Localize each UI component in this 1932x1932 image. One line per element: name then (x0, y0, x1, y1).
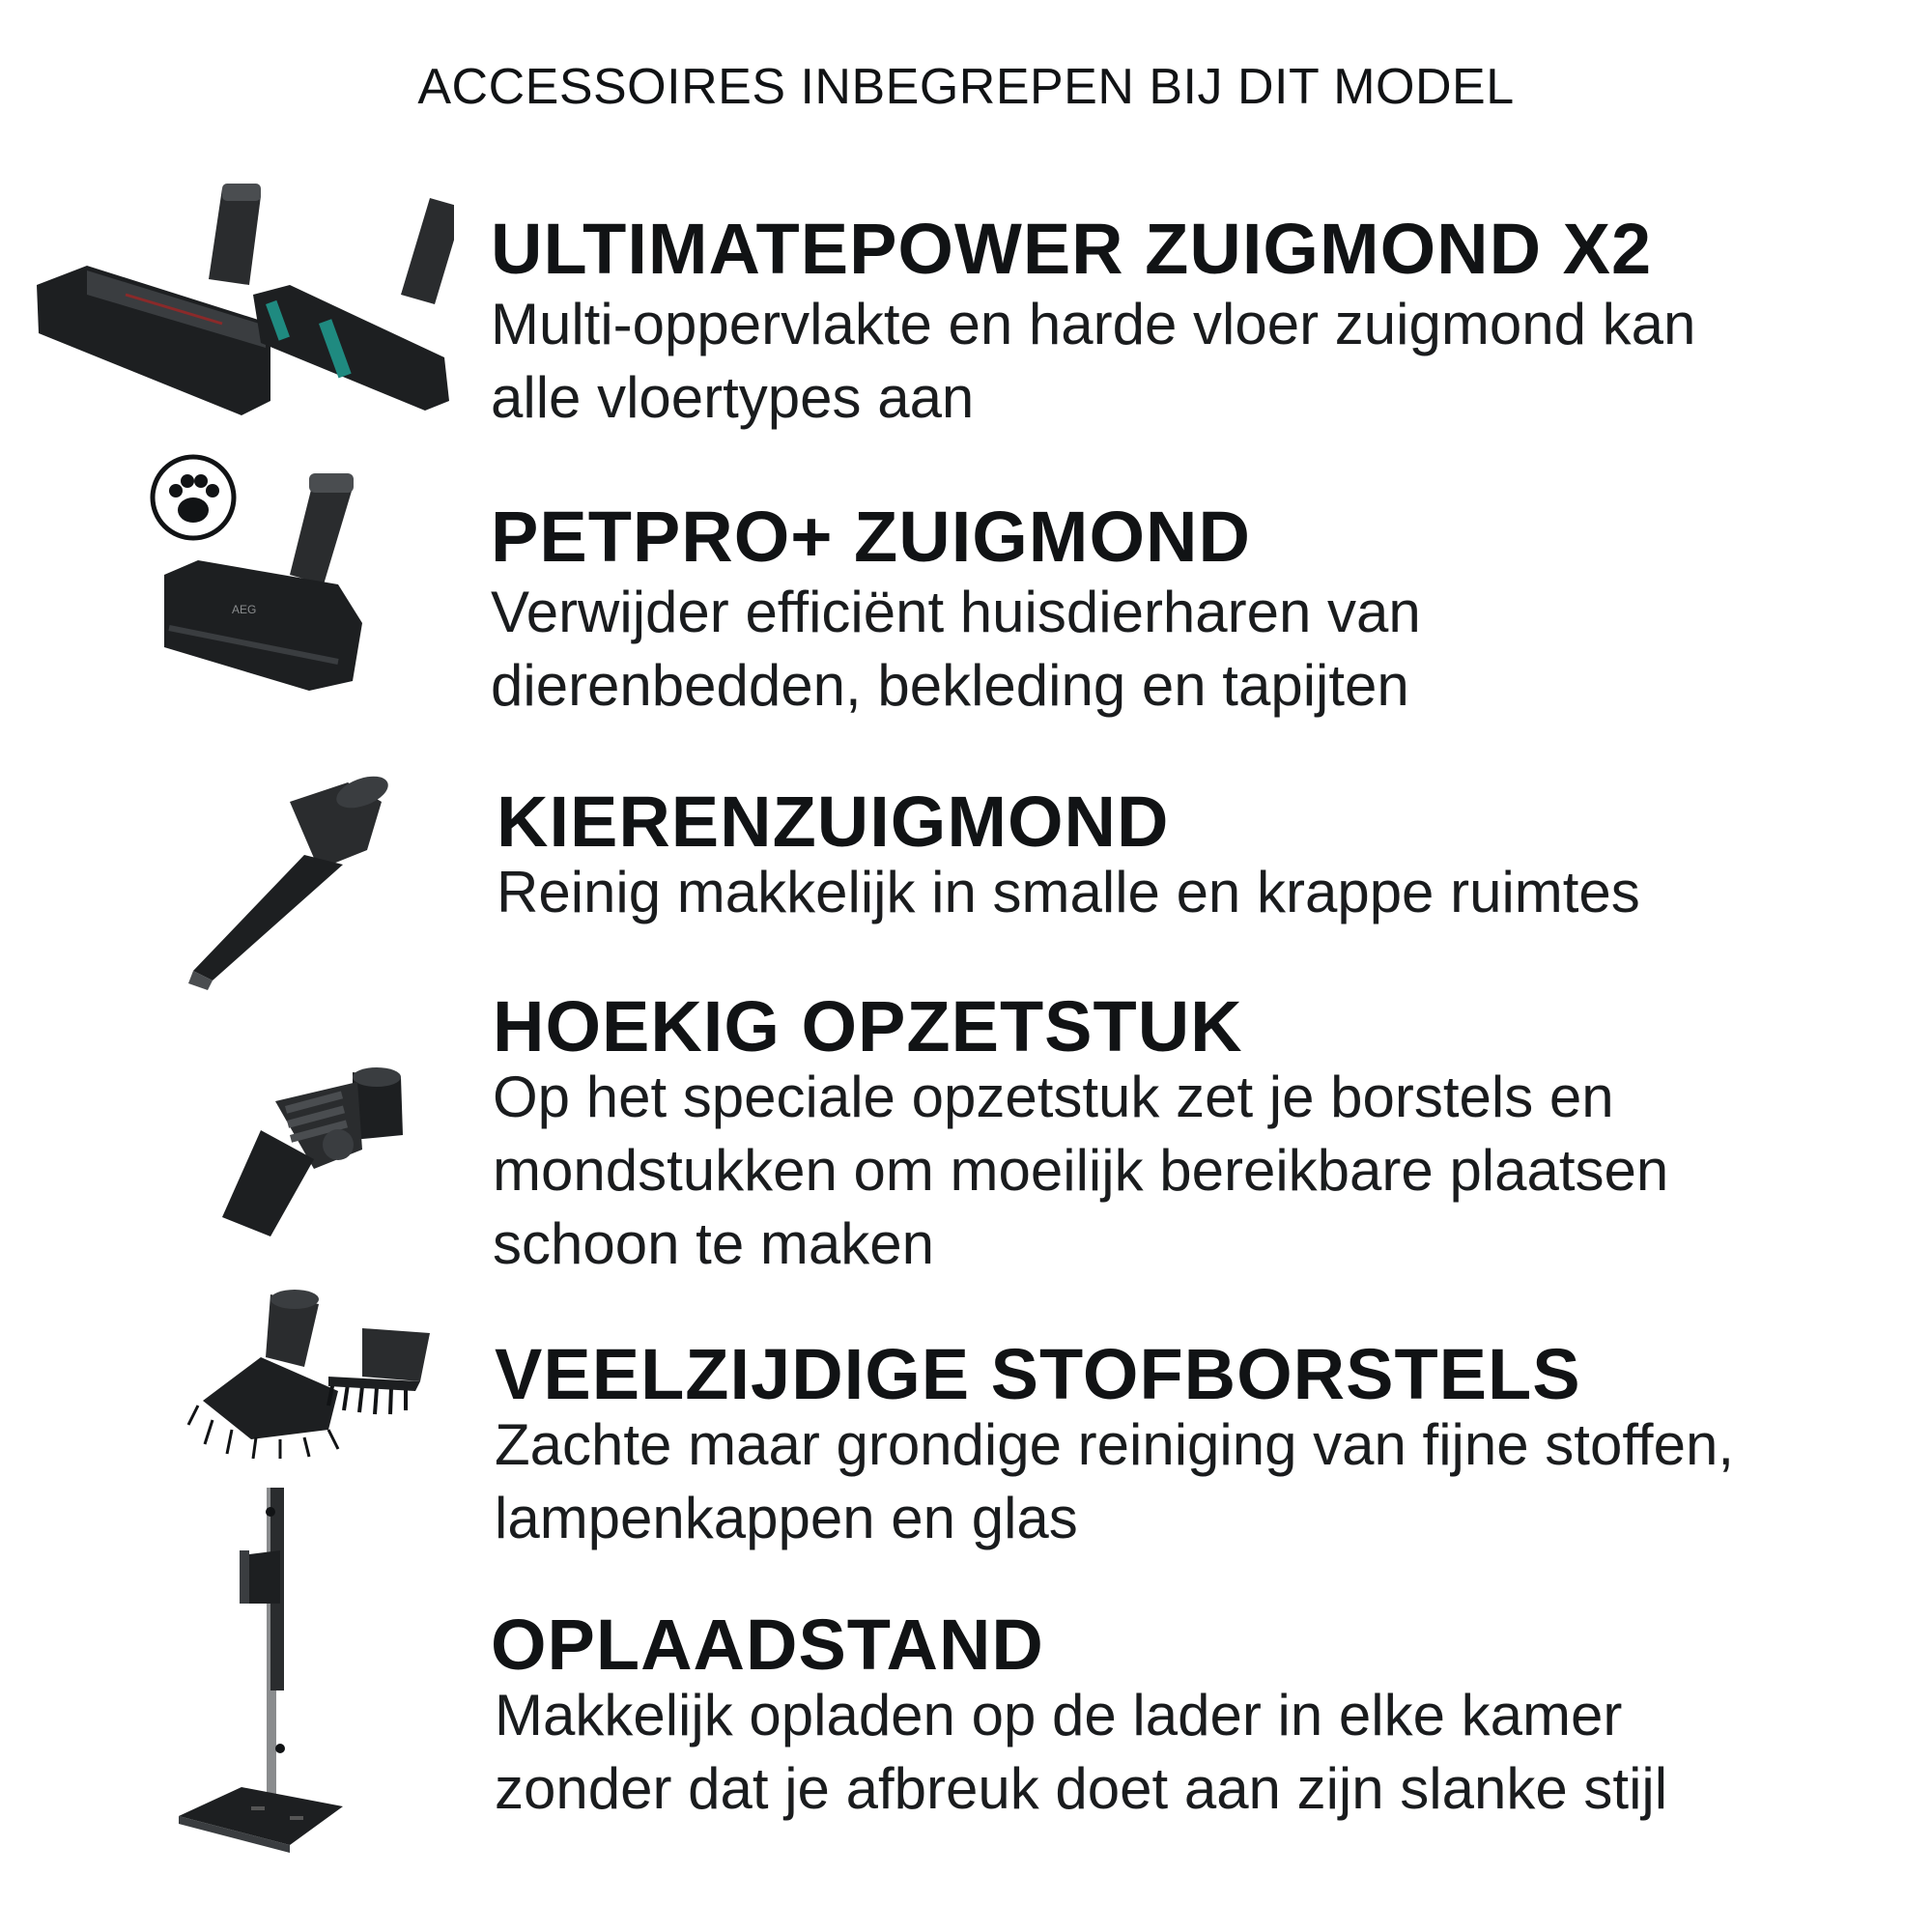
item-title-hoekig-opzetstuk: HOEKIG OPZETSTUK (493, 986, 1243, 1066)
crevice-tool-image (174, 763, 396, 995)
item-title-oplaadstand: OPLAADSTAND (491, 1605, 1044, 1685)
item-desc-kierenzuigmond: Reinig makkelijk in smalle en krappe ruimtes (497, 860, 1640, 924)
item-title-stofborstels: VEELZIJDIGE STOFBORSTELS (495, 1334, 1581, 1414)
dust-brushes-image (184, 1285, 444, 1459)
item-desc-ultimatepower: Multi-oppervlakte en harde vloer zuigmond kan alle vloertypes aan (491, 292, 1696, 430)
charging-stand-image (174, 1478, 367, 1864)
item-title-petpro: PETPRO+ ZUIGMOND (491, 497, 1251, 577)
item-desc-petpro: Verwijder efficiënt huisdierharen van dierenbedden, bekleding en tapijten (491, 580, 1421, 718)
floor-nozzle-pair-image (29, 179, 454, 430)
paw-print-icon (153, 457, 234, 538)
svg-text:AEG: AEG (232, 603, 257, 616)
item-desc-stofborstels: Zachte maar grondige reiniging van fijne stoffen, lampenkappen en glas (495, 1412, 1734, 1550)
pet-nozzle-image (145, 454, 377, 705)
item-title-kierenzuigmond: KIERENZUIGMOND (497, 781, 1170, 862)
angled-adapter-image (217, 1063, 411, 1246)
item-desc-oplaadstand: Makkelijk opladen op de lader in elke kamer zonder dat je afbreuk doet aan zijn slanke stijl (495, 1683, 1668, 1821)
item-title-ultimatepower: ULTIMATEPOWER ZUIGMOND X2 (491, 209, 1653, 289)
item-desc-hoekig-opzetstuk: Op het speciale opzetstuk zet je borstels en mondstukken om moeilijk bereikbare plaatsen schoon te maken (493, 1065, 1669, 1276)
page-title: ACCESSOIRES INBEGREPEN BIJ DIT MODEL (417, 59, 1515, 115)
